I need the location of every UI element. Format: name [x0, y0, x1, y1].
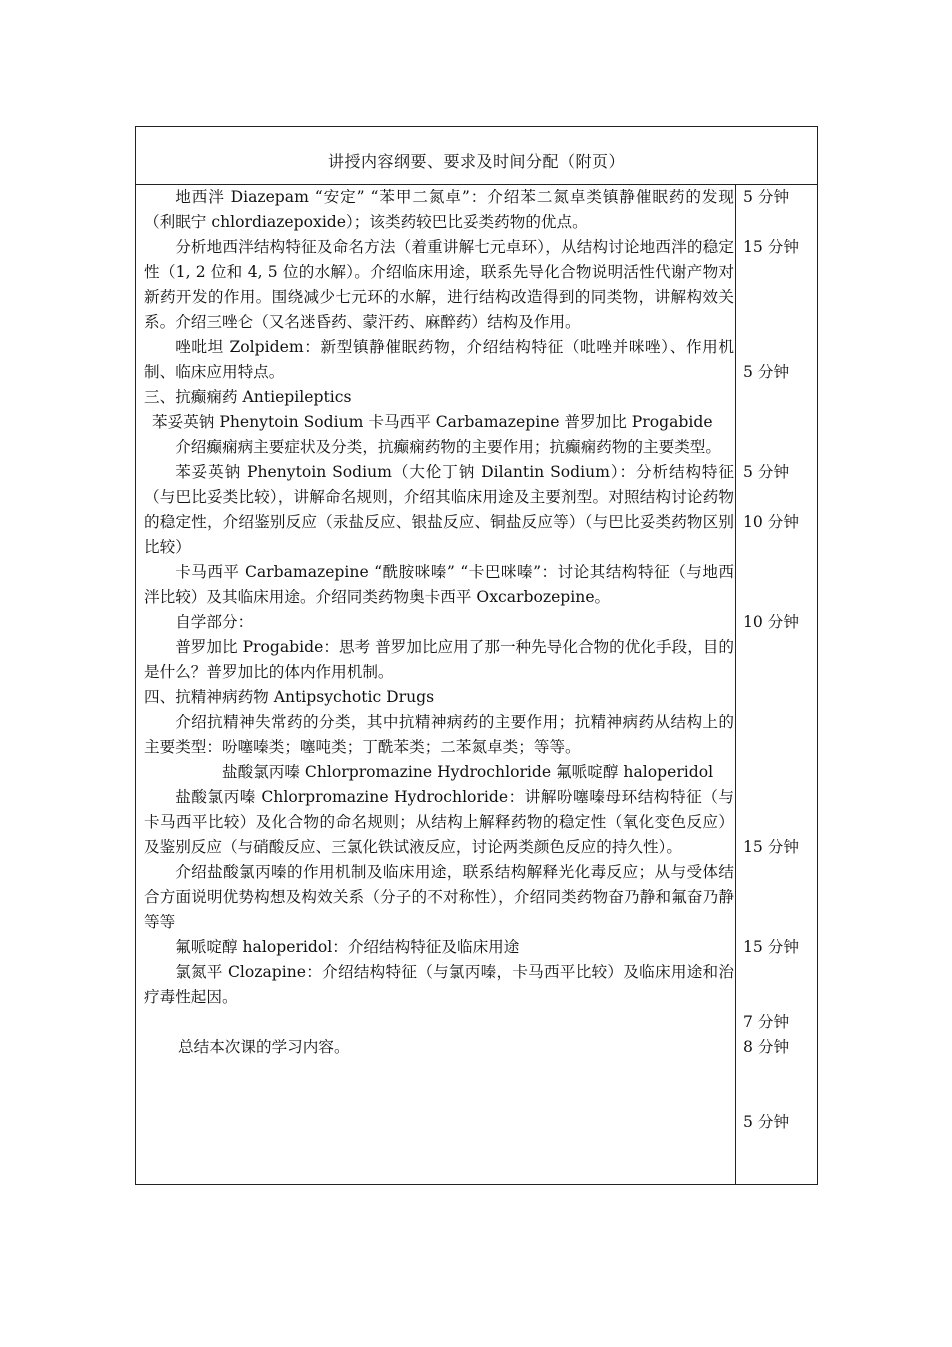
time-entry: 10 分钟: [743, 613, 799, 631]
time-entry: 5 分钟: [743, 188, 790, 206]
time-entry: 15 分钟: [743, 938, 799, 956]
time-entry: 8 分钟: [743, 1038, 790, 1056]
time-entry: 15 分钟: [743, 838, 799, 856]
column-divider: [735, 185, 736, 1184]
paragraph-chlorpromazine-structure: 盐酸氯丙嗪 Chlorpromazine Hydrochloride：讲解吩噻嗪母环结构特征（与卡马西平比较）及化合物的命名规则；从结构上解释药物的稳定性（氧化变色反应）及鉴别反应（与硝酸反应、三氯化铁试液反应，讨论两类颜色反应的持久性）。: [144, 788, 734, 856]
time-entry: 15 分钟: [743, 238, 799, 256]
spacer: [144, 1010, 734, 1035]
paragraph-diazepam-structure: 分析地西泮结构特征及命名方法（着重讲解七元卓环），从结构讨论地西泮的稳定性（1, 2 位和 4, 5 位的水解）。介绍临床用途，联系先导化合物说明活性代谢产物对新药开发的作用。围绕减少七元环的水解，进行结构改造得到的同类物，讲解构效关系。介绍三唑仑（又名迷昏药、蒙汗药、麻醉药）结构及作用。: [144, 238, 734, 331]
page-title: 讲授内容纲要、要求及时间分配（附页）: [327, 152, 625, 171]
time-entry: 5 分钟: [743, 463, 790, 481]
paragraph-carbamazepine: 卡马西平 Carbamazepine “酰胺咪嗪” “卡巴咪嗪”：讨论其结构特征（与地西泮比较）及其临床用途。介绍同类药物奥卡西平 Oxcarbozepine。: [144, 563, 734, 606]
section-heading-antiepileptics: 三、抗癫痫药 Antiepileptics: [144, 388, 352, 406]
section-heading-antipsychotics: 四、抗精神病药物 Antipsychotic Drugs: [144, 688, 435, 706]
paragraph-diazepam: 地西泮 Diazepam “安定” “苯甲二氮卓”：介绍苯二氮卓类镇静催眠药的发现（利眠宁 chlordiazepoxide）；该类药较巴比妥类药物的优点。: [144, 188, 734, 231]
self-study-label: 自学部分：: [175, 613, 254, 631]
antipsychotic-drug-list: 盐酸氯丙嗪 Chlorpromazine Hydrochloride 氟哌啶醇 haloperidol: [222, 763, 714, 781]
paragraph-haloperidol: 氟哌啶醇 haloperidol：介绍结构特征及临床用途: [175, 938, 520, 956]
paragraph-phenytoin: 苯妥英钠 Phenytoin Sodium（大伦丁钠 Dilantin Sodium）：分析结构特征（与巴比妥类比较），讲解命名规则，介绍其临床用途及主要剂型。对照结构讨论药物的稳定性，介绍鉴别反应（汞盐反应、银盐反应、铜盐反应等）（与巴比妥类药物区别比较）: [144, 463, 734, 556]
paragraph-progabide: 普罗加比 Progabide：思考 普罗加比应用了那一种先导化合物的优化手段，目的是什么？普罗加比的体内作用机制。: [144, 638, 734, 681]
time-entry: 5 分钟: [743, 363, 790, 381]
antiepileptic-drug-list: 苯妥英钠 Phenytoin Sodium 卡马西平 Carbamazepine 普罗加比 Progabide: [152, 413, 713, 431]
paragraph-chlorpromazine-mechanism: 介绍盐酸氯丙嗪的作用机制及临床用途，联系结构解释光化毒反应；从与受体结合方面说明优势构想及构效关系（分子的不对称性），介绍同类药物奋乃静和氟奋乃静等等: [144, 863, 734, 931]
time-entry: 10 分钟: [743, 513, 799, 531]
paragraph-zolpidem: 唑吡坦 Zolpidem：新型镇静催眠药物，介绍结构特征（吡唑并咪唑）、作用机制、临床应用特点。: [144, 338, 734, 381]
syllabus-table: [135, 126, 818, 1185]
time-entry: 5 分钟: [743, 1113, 790, 1131]
lecture-content: [144, 185, 734, 1060]
paragraph-clozapine: 氯氮平 Clozapine：介绍结构特征（与氯丙嗪，卡马西平比较）及临床用途和治疗毒性起因。: [144, 963, 734, 1006]
time-entry: 7 分钟: [743, 1013, 790, 1031]
paragraph-summary: 总结本次课的学习内容。: [178, 1038, 350, 1056]
table-header-row: [136, 127, 817, 185]
paragraph-antipsychotic-intro: 介绍抗精神失常药的分类，其中抗精神病药的主要作用；抗精神病药从结构上的主要类型：吩噻嗪类；噻吨类；丁酰苯类；二苯氮卓类；等等。: [144, 713, 734, 756]
paragraph-epilepsy-intro: 介绍癫痫病主要症状及分类，抗癫痫药物的主要作用；抗癫痫药物的主要类型。: [175, 438, 721, 456]
